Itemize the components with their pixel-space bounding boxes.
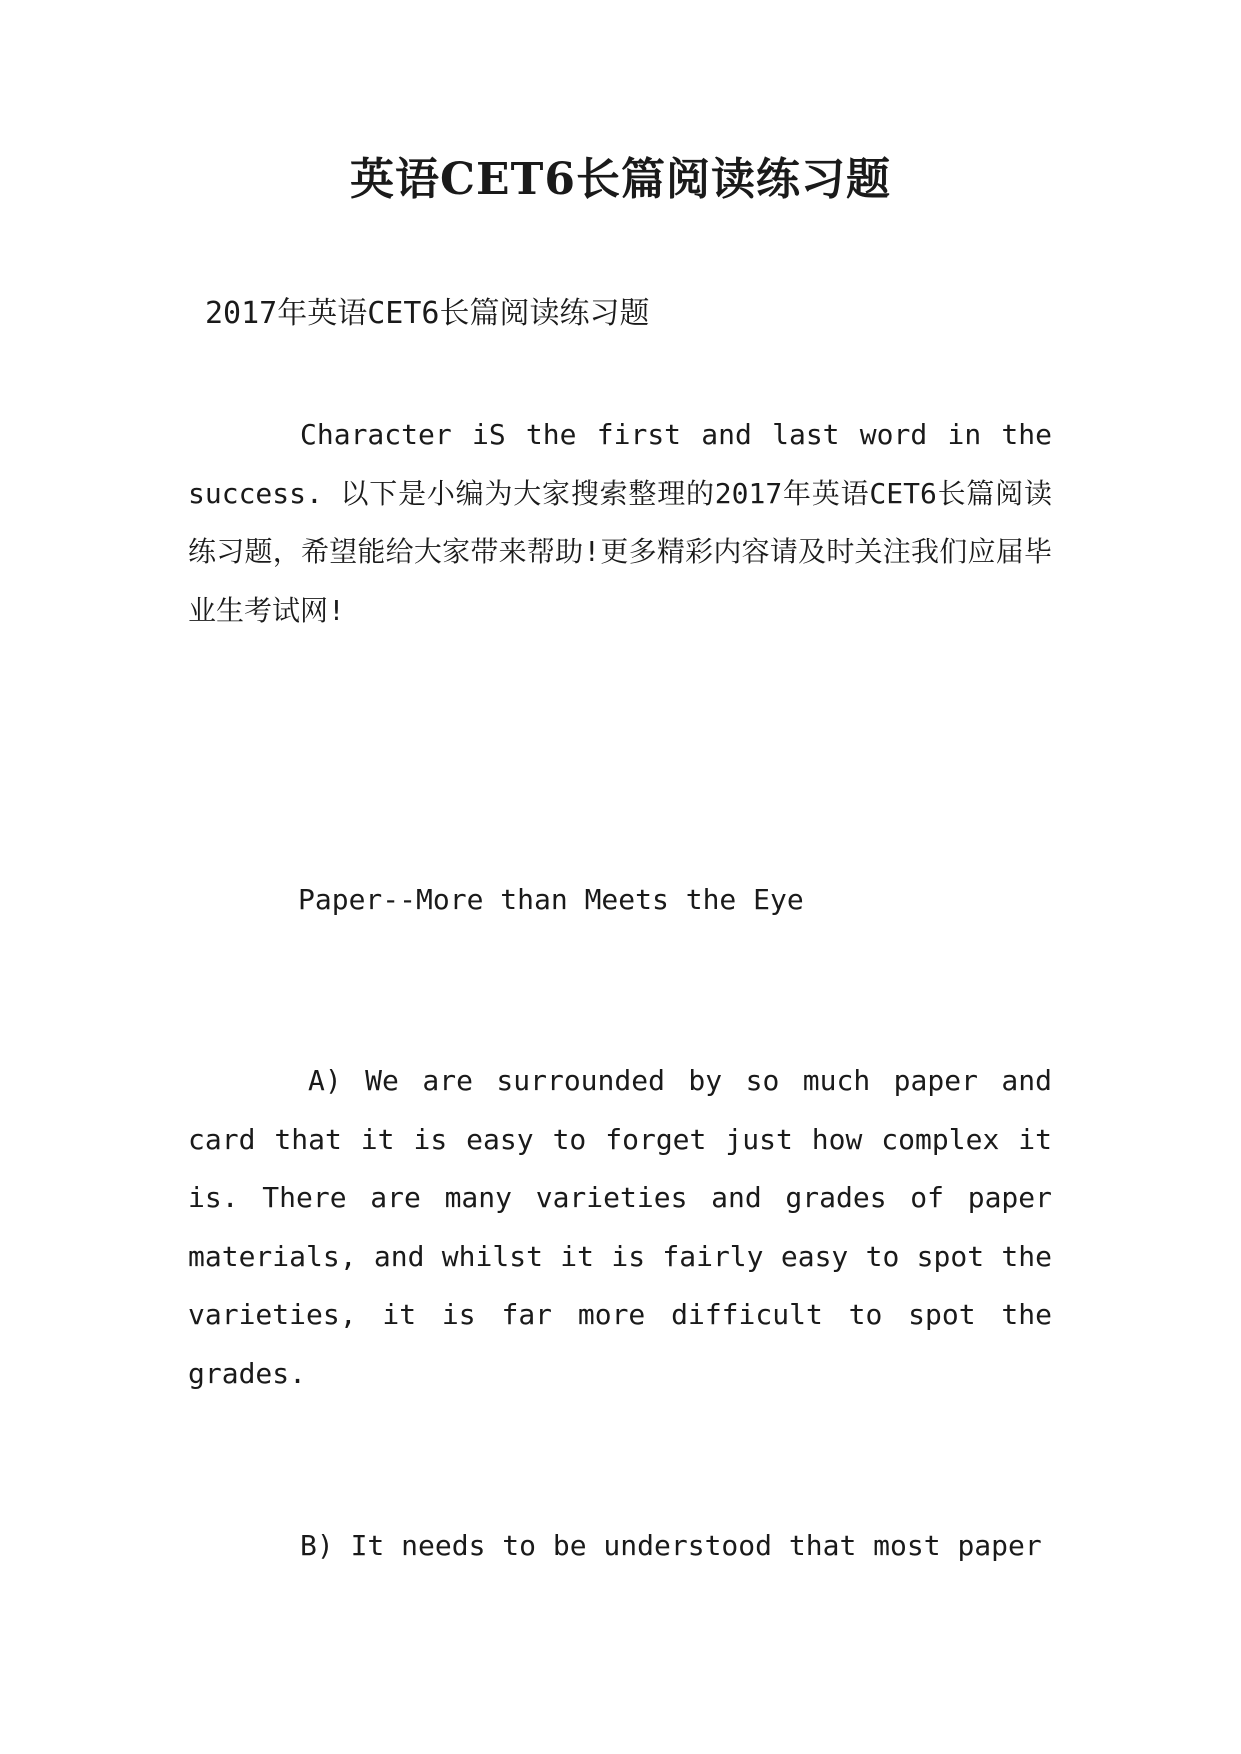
document-title: 英语CET6长篇阅读练习题 bbox=[350, 154, 891, 205]
paragraph-b: B) It needs to be understood that most paper bbox=[300, 1529, 1042, 1562]
document-subtitle: 2017年英语CET6长篇阅读练习题 bbox=[205, 296, 650, 331]
paragraph-a: A) We are surrounded by so much paper and card that it is easy to forget just how complex it is. There are many varieties and grades of paper materials, and whilst it is fairly easy to spot the varieties, it is far more difficult to spot the grades. bbox=[188, 1064, 1052, 1390]
article-heading: Paper--More than Meets the Eye bbox=[298, 883, 804, 916]
intro-paragraph: Character iS the first and last word in the success. 以下是小编为大家搜索整理的2017年英语CET6长篇阅读练习题，希望能给大家带来帮助!更多精彩内容请及时关注我们应届毕业生考试网! bbox=[188, 418, 1052, 627]
